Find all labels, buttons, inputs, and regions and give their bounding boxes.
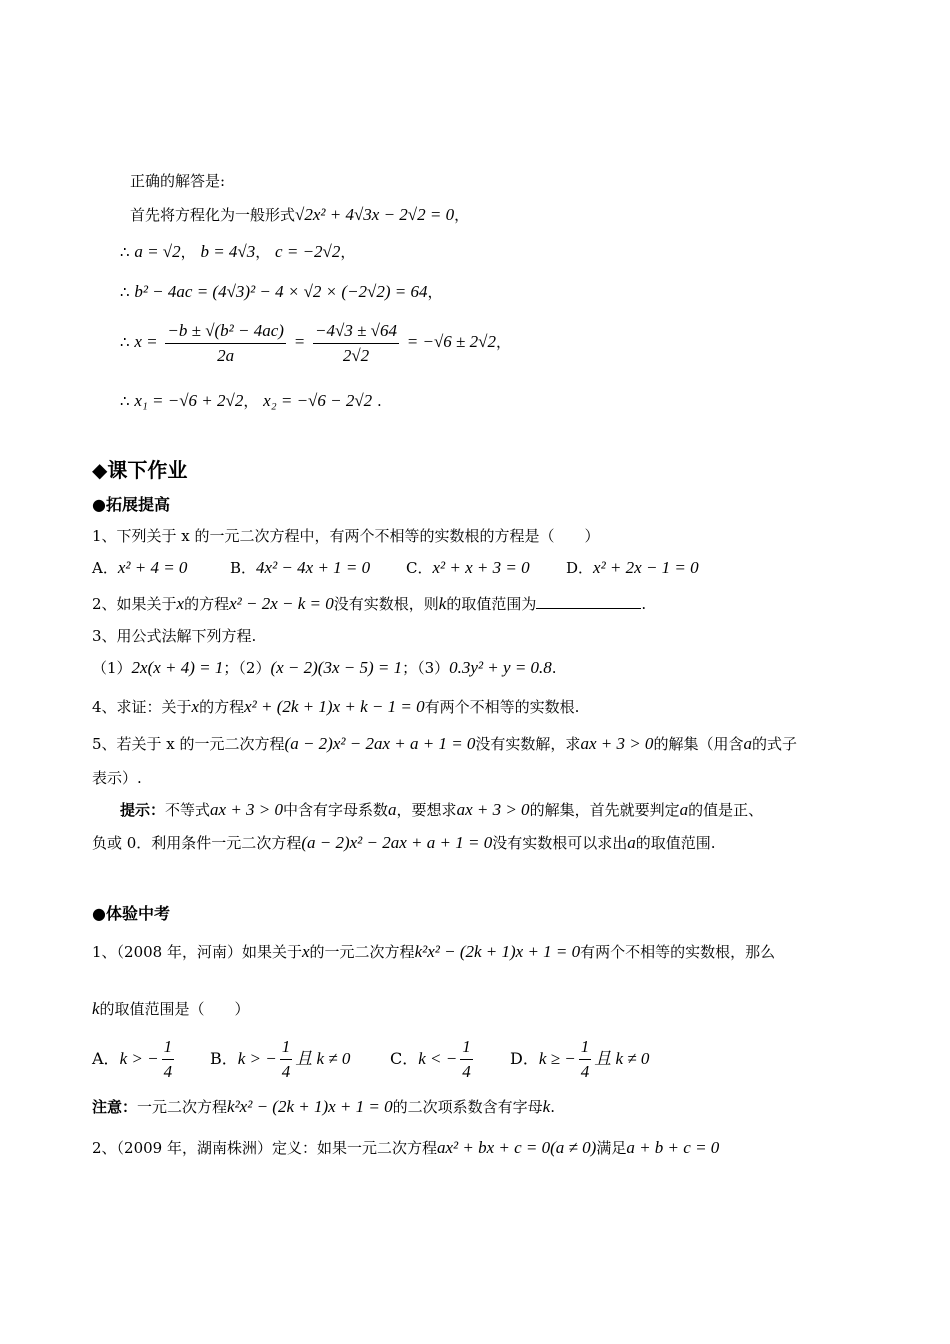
coef-c: c = −2√2 bbox=[275, 242, 341, 261]
zk1-option-d: D．k ≥ − $\frac{1}{4}$ 且 k ≠ 0 bbox=[510, 1035, 649, 1084]
solution-discriminant: ∴ b² − 4ac = (4√3)² − 4 × √2 × (−2√2) = 64， bbox=[120, 282, 443, 301]
question-3: 3、用公式法解下列方程. bbox=[92, 627, 257, 645]
exam-question-1-options bbox=[92, 1035, 649, 1083]
root-1: x₁ = −√6 + 2√2 bbox=[134, 391, 244, 410]
option-d: D．x² + 2x − 1 = 0 bbox=[566, 558, 699, 577]
exam-question-2: 2、（2009 年，湖南株洲）定义：如果一元二次方程ax² + bx + c = 0(a ≠ 0)满足a + b + c = 0 bbox=[92, 1138, 720, 1157]
solution-formula: ∴ x = $\frac{\text{−b ± √(b² − 4ac)}}{2a}$ = $\frac{-4√3 \pm √64}{2√2}$ = −√6 ± 2√2， bbox=[120, 316, 511, 372]
question-1-options bbox=[92, 557, 699, 579]
question-2: 2、如果关于x的方程x² − 2x − k = 0没有实数根，则k的取值范围为 . bbox=[92, 594, 647, 613]
exam-question-1: 1、（2008 年，河南）如果关于x的一元二次方程k²x² − (2k + 1)x + 1 = 0有两个不相等的实数根，那么 bbox=[92, 942, 776, 961]
coef-b: b = 4√3 bbox=[200, 242, 256, 261]
option-b: B．4x² − 4x + 1 = 0 bbox=[230, 558, 371, 577]
formula-fraction-2: $\frac{-4√3 \pm √64}{2√2}$ bbox=[315, 320, 397, 365]
exam-question-1-cont: k的取值范围是（ ） bbox=[92, 999, 250, 1018]
answer-blank[interactable] bbox=[536, 594, 641, 609]
general-form-equation: √2x² + 4√3x − 2√2 = 0 bbox=[295, 205, 455, 224]
solution-step1: 首先将方程化为一般形式√2x² + 4√3x − 2√2 = 0， bbox=[130, 205, 470, 224]
q2-equation: x² − 2x − k = 0 bbox=[229, 594, 334, 613]
discriminant-equation: b² − 4ac = (4√3)² − 4 × √2 × (−2√2) = 64 bbox=[134, 282, 428, 301]
exam-note: 注意：一元二次方程k²x² − (2k + 1)x + 1 = 0的二次项系数含有字母k. bbox=[92, 1097, 555, 1116]
question-1: 1、下列关于 x 的一元二次方程中，有两个不相等的实数根的方程是（ ） bbox=[92, 527, 600, 545]
zk1-option-a: A．k > − $\frac{1}{4}$ bbox=[92, 1035, 210, 1084]
root-2: x₂ = −√6 − 2√2 bbox=[263, 391, 373, 410]
option-a: A．x² + 4 = 0 bbox=[92, 558, 188, 577]
solution-roots: ∴ x₁ = −√6 + 2√2， x₂ = −√6 − 2√2 . bbox=[120, 391, 382, 410]
zk1-option-b: B．k > − $\frac{1}{4}$ 且 k ≠ 0 bbox=[210, 1035, 390, 1084]
option-c: C．x² + x + 3 = 0 bbox=[406, 558, 530, 577]
hint-line-2: 负或 0．利用条件一元二次方程(a − 2)x² − 2ax + a + 1 = 0没有实数根可以求出a的取值范围. bbox=[92, 833, 716, 852]
zk1-equation: k²x² − (2k + 1)x + 1 = 0 bbox=[414, 942, 581, 961]
q4-equation: x² + (2k + 1)x + k − 1 = 0 bbox=[244, 697, 425, 716]
coef-a: a = √2 bbox=[134, 242, 181, 261]
question-3-equations: （1）2x(x + 4) = 1；（2）(x − 2)(3x − 5) = 1；（3）0.3y² + y = 0.8. bbox=[92, 658, 557, 677]
formula-fraction-1: $\frac{\text{−b ± √(b² − 4ac)}}{2a}$ bbox=[167, 320, 284, 365]
solution-intro: 正确的解答是: bbox=[130, 172, 226, 190]
fraction: $\frac{1}{4}$ bbox=[281, 1037, 291, 1081]
question-4: 4、求证：关于x的方程x² + (2k + 1)x + k − 1 = 0有两个不相等的实数根. bbox=[92, 697, 580, 716]
note-label: 注意： bbox=[92, 1098, 138, 1116]
homework-title: ◆课下作业 bbox=[92, 458, 188, 482]
fraction: $\frac{1}{4}$ bbox=[462, 1037, 471, 1081]
section-extension-title: ●拓展提高 bbox=[92, 495, 170, 514]
hint-line-1: 提示：不等式ax + 3 > 0中含有字母系数a，要想求ax + 3 > 0的解集，首先就要判定a的值是正、 bbox=[120, 800, 764, 819]
zk1-option-c: C．k < − $\frac{1}{4}$ bbox=[390, 1035, 510, 1084]
fraction: $\frac{1}{4}$ bbox=[163, 1037, 173, 1081]
question-5: 5、若关于 x 的一元二次方程(a − 2)x² − 2ax + a + 1 = 0没有实数解，求ax + 3 > 0的解集（用含a的式子 bbox=[92, 734, 797, 753]
section-exam-title: ●体验中考 bbox=[92, 904, 170, 923]
question-5-cont: 表示）. bbox=[92, 769, 142, 787]
fraction: $\frac{1}{4}$ bbox=[580, 1037, 590, 1081]
hint-label: 提示： bbox=[120, 801, 166, 819]
solution-coefficients: ∴ a = √2， b = 4√3， c = −2√2， bbox=[120, 242, 356, 261]
